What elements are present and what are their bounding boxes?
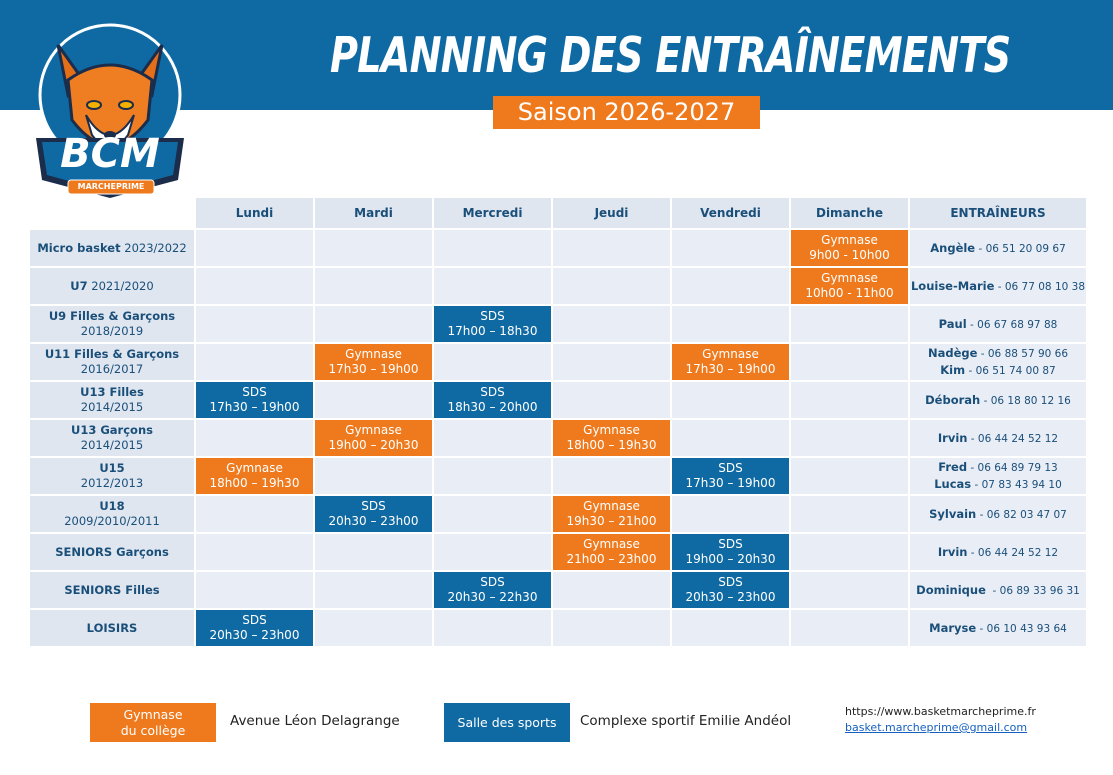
coach-line xyxy=(910,620,1086,637)
category-cell xyxy=(30,458,194,494)
legend-sds-swatch: Salle des sports xyxy=(444,703,570,742)
day-cell xyxy=(434,572,551,608)
coach-name: Lucas xyxy=(934,477,972,491)
day-cell xyxy=(434,496,551,532)
coach-phone: - 06 89 33 96 31 xyxy=(985,584,1080,597)
coach-line xyxy=(910,582,1086,599)
day-cell xyxy=(672,458,789,494)
day-cell xyxy=(553,306,670,342)
day-cell xyxy=(315,268,432,304)
category-years: 2016/2017 xyxy=(80,362,144,376)
table-row xyxy=(30,572,1086,608)
category-name: U18 xyxy=(99,499,125,513)
table-row xyxy=(30,344,1086,380)
coach-name: Irvin xyxy=(937,430,968,445)
day-cell xyxy=(315,496,432,532)
page-title: PLANNING DES ENTRAÎNEMENTS xyxy=(330,27,1011,84)
category-name: U7 xyxy=(70,278,88,293)
day-cell xyxy=(196,610,313,646)
day-cell xyxy=(434,268,551,304)
day-cell xyxy=(196,268,313,304)
coach-cell xyxy=(910,230,1086,266)
coach-phone: - 07 83 43 94 10 xyxy=(971,479,1062,491)
day-cell xyxy=(434,458,551,494)
day-cell xyxy=(672,534,789,570)
coach-phone: - 06 10 43 93 64 xyxy=(976,622,1067,635)
day-cell xyxy=(553,268,670,304)
category-cell xyxy=(30,344,194,380)
coach-line xyxy=(910,476,1086,493)
category-name: U13 Filles xyxy=(80,385,144,399)
coach-name: Kim xyxy=(940,363,966,377)
category-years: 2014/2015 xyxy=(80,438,144,452)
day-cell xyxy=(196,458,313,494)
day-cell xyxy=(315,534,432,570)
day-cell xyxy=(672,382,789,418)
corner-cell xyxy=(30,198,194,228)
coach-line xyxy=(910,316,1086,333)
slot-place: SDS xyxy=(480,385,505,399)
day-cell xyxy=(315,306,432,342)
training-slot xyxy=(196,458,313,494)
coach-phone: - 06 44 24 52 12 xyxy=(967,432,1059,445)
coach-name: Louise-Marie xyxy=(910,278,995,293)
day-cell xyxy=(672,230,789,266)
category-years: 2012/2013 xyxy=(80,476,144,490)
slot-time: 20h30 – 23h00 xyxy=(209,628,300,642)
category-cell xyxy=(30,268,194,304)
slot-time: 19h30 – 21h00 xyxy=(566,514,657,528)
legend-gymnase-label-2: du collège xyxy=(120,722,186,738)
coach-name: Dominique xyxy=(916,582,986,597)
slot-place: Gymnase xyxy=(583,499,640,513)
day-cell xyxy=(196,496,313,532)
coach-line xyxy=(910,278,1086,295)
logo-subtext: MARCHEPRIME xyxy=(77,182,145,191)
legend-sds-address: Complexe sportif Emilie Andéol xyxy=(580,713,792,729)
training-slot xyxy=(791,268,908,304)
coach-name: Fred xyxy=(938,460,968,474)
category-name: SENIORS Filles xyxy=(64,582,160,597)
coach-phone: - 06 67 68 97 88 xyxy=(966,318,1058,331)
coach-line xyxy=(910,240,1086,257)
day-header: Jeudi xyxy=(553,198,670,228)
coach-cell xyxy=(910,534,1086,570)
coach-phone: - 06 18 80 12 16 xyxy=(980,394,1071,407)
day-header: Vendredi xyxy=(672,198,789,228)
coach-phone: - 06 64 89 79 13 xyxy=(967,462,1058,474)
day-cell xyxy=(434,344,551,380)
day-header: Mardi xyxy=(315,198,432,228)
slot-time: 17h30 – 19h00 xyxy=(685,476,776,490)
day-cell xyxy=(434,420,551,456)
coach-line xyxy=(910,544,1086,561)
day-cell xyxy=(196,306,313,342)
category-years: 2009/2010/2011 xyxy=(64,514,160,528)
day-cell xyxy=(434,610,551,646)
category-cell xyxy=(30,230,194,266)
day-cell xyxy=(434,534,551,570)
day-cell xyxy=(791,230,908,266)
training-slot xyxy=(672,534,789,570)
table-row xyxy=(30,496,1086,532)
day-cell xyxy=(553,572,670,608)
category-name: SENIORS Garçons xyxy=(55,544,169,559)
day-cell xyxy=(791,306,908,342)
coach-name: Déborah xyxy=(925,392,981,407)
slot-place: SDS xyxy=(480,575,505,589)
training-slot xyxy=(434,382,551,418)
coach-cell xyxy=(910,572,1086,608)
day-cell xyxy=(791,572,908,608)
coach-phone: - 06 51 20 09 67 xyxy=(975,242,1066,255)
coach-cell xyxy=(910,610,1086,646)
day-cell xyxy=(553,382,670,418)
coach-cell xyxy=(910,306,1086,342)
training-slot xyxy=(434,306,551,342)
category-cell xyxy=(30,496,194,532)
schedule-table xyxy=(28,196,1088,648)
training-slot xyxy=(315,344,432,380)
slot-time: 20h30 – 22h30 xyxy=(447,590,538,604)
day-header: Lundi xyxy=(196,198,313,228)
training-slot xyxy=(196,382,313,418)
day-cell xyxy=(196,382,313,418)
slot-place: Gymnase xyxy=(821,271,878,285)
slot-place: Gymnase xyxy=(702,347,759,361)
day-cell xyxy=(553,496,670,532)
category-cell xyxy=(30,382,194,418)
slot-place: SDS xyxy=(242,385,267,399)
training-slot xyxy=(196,610,313,646)
coach-phone: - 06 44 24 52 12 xyxy=(967,546,1059,559)
day-cell xyxy=(553,534,670,570)
coach-line xyxy=(910,430,1086,447)
coach-name: Nadège xyxy=(927,346,978,360)
slot-time: 18h30 – 20h00 xyxy=(447,400,538,414)
slot-place: Gymnase xyxy=(226,461,283,475)
day-cell xyxy=(672,610,789,646)
training-slot xyxy=(434,572,551,608)
day-cell xyxy=(315,610,432,646)
category-cell xyxy=(30,306,194,342)
slot-place: Gymnase xyxy=(821,233,878,247)
table-row xyxy=(30,534,1086,570)
slot-time: 18h00 – 19h30 xyxy=(209,476,300,490)
table-row xyxy=(30,230,1086,266)
website-link[interactable]: https://www.basketmarcheprime.fr xyxy=(845,705,1036,718)
day-cell xyxy=(434,306,551,342)
slot-time: 19h00 – 20h30 xyxy=(685,552,776,566)
day-cell xyxy=(672,344,789,380)
day-cell xyxy=(672,268,789,304)
coach-name: Paul xyxy=(938,316,967,331)
slot-place: SDS xyxy=(361,499,386,513)
coach-phone: - 06 77 08 10 38 xyxy=(994,280,1086,293)
category-years: 2014/2015 xyxy=(80,400,144,414)
day-cell xyxy=(315,230,432,266)
table-row xyxy=(30,268,1086,304)
day-cell xyxy=(791,420,908,456)
category-cell xyxy=(30,610,194,646)
table-header-row xyxy=(30,198,1086,228)
day-cell xyxy=(791,268,908,304)
slot-place: SDS xyxy=(718,537,743,551)
slot-place: SDS xyxy=(718,575,743,589)
coach-cell xyxy=(910,496,1086,532)
coach-cell xyxy=(910,458,1086,494)
training-slot xyxy=(672,458,789,494)
day-cell xyxy=(196,230,313,266)
day-cell xyxy=(791,458,908,494)
day-cell xyxy=(791,344,908,380)
coach-name: Sylvain xyxy=(929,506,977,521)
day-cell xyxy=(315,572,432,608)
coach-cell xyxy=(910,268,1086,304)
day-cell xyxy=(315,420,432,456)
slot-place: SDS xyxy=(242,613,267,627)
slot-time: 10h00 - 11h00 xyxy=(805,286,894,300)
coach-header: ENTRAÎNEURS xyxy=(910,198,1086,228)
day-cell xyxy=(434,382,551,418)
slot-time: 17h00 – 18h30 xyxy=(447,324,538,338)
coach-phone: - 06 88 57 90 66 xyxy=(977,348,1069,360)
logo-text: BCM xyxy=(60,131,160,177)
legend-gymnase-swatch xyxy=(90,703,216,742)
slot-place: Gymnase xyxy=(345,423,402,437)
table-row xyxy=(30,610,1086,646)
category-name: LOISIRS xyxy=(86,620,138,635)
category-years: 2021/2020 xyxy=(91,278,154,293)
training-slot xyxy=(553,496,670,532)
day-header: Mercredi xyxy=(434,198,551,228)
category-name: U13 Garçons xyxy=(71,423,153,437)
table-row xyxy=(30,382,1086,418)
coach-name: Maryse xyxy=(929,620,977,635)
training-slot xyxy=(791,230,908,266)
day-cell xyxy=(791,610,908,646)
slot-time: 17h30 – 19h00 xyxy=(685,362,776,376)
slot-place: Gymnase xyxy=(345,347,402,361)
category-name: U11 Filles & Garçons xyxy=(44,347,180,361)
day-cell xyxy=(315,458,432,494)
day-cell xyxy=(315,382,432,418)
slot-time: 9h00 - 10h00 xyxy=(809,248,890,262)
day-cell xyxy=(196,572,313,608)
coach-line xyxy=(910,459,1086,476)
day-cell xyxy=(553,458,670,494)
table-row xyxy=(30,306,1086,342)
slot-time: 17h30 – 19h00 xyxy=(328,362,419,376)
coach-line xyxy=(910,345,1086,362)
coach-cell xyxy=(910,420,1086,456)
slot-place: Gymnase xyxy=(583,537,640,551)
coach-name: Irvin xyxy=(937,544,968,559)
day-cell xyxy=(791,382,908,418)
coach-phone: - 06 82 03 47 07 xyxy=(976,508,1067,521)
day-cell xyxy=(434,230,551,266)
day-cell xyxy=(196,534,313,570)
slot-place: SDS xyxy=(480,309,505,323)
training-slot xyxy=(315,420,432,456)
coach-line xyxy=(910,506,1086,523)
day-cell xyxy=(553,610,670,646)
email-link[interactable]: basket.marcheprime@gmail.com xyxy=(845,721,1028,734)
category-years: 2018/2019 xyxy=(80,324,144,338)
coach-line xyxy=(910,392,1086,409)
day-header: Dimanche xyxy=(791,198,908,228)
legend-gymnase-address: Avenue Léon Delagrange xyxy=(230,713,400,729)
day-cell xyxy=(672,572,789,608)
category-name: Micro basket xyxy=(37,240,121,255)
day-cell xyxy=(672,306,789,342)
training-slot xyxy=(315,496,432,532)
category-name: U15 xyxy=(99,461,125,475)
day-cell xyxy=(791,496,908,532)
coach-cell xyxy=(910,344,1086,380)
coach-line xyxy=(910,362,1086,379)
season-badge: Saison 2026-2027 xyxy=(493,96,760,129)
category-cell xyxy=(30,534,194,570)
day-cell xyxy=(672,420,789,456)
day-cell xyxy=(315,344,432,380)
category-cell xyxy=(30,420,194,456)
coach-name: Angèle xyxy=(930,240,976,255)
slot-time: 17h30 – 19h00 xyxy=(209,400,300,414)
slot-place: SDS xyxy=(718,461,743,475)
slot-time: 21h00 – 23h00 xyxy=(566,552,657,566)
day-cell xyxy=(553,230,670,266)
training-slot xyxy=(553,420,670,456)
day-cell xyxy=(791,534,908,570)
slot-time: 20h30 – 23h00 xyxy=(685,590,776,604)
slot-time: 19h00 – 20h30 xyxy=(328,438,419,452)
day-cell xyxy=(196,344,313,380)
slot-place: Gymnase xyxy=(583,423,640,437)
table-row xyxy=(30,420,1086,456)
day-cell xyxy=(553,344,670,380)
training-slot xyxy=(672,344,789,380)
training-slot xyxy=(672,572,789,608)
category-cell xyxy=(30,572,194,608)
category-name: U9 Filles & Garçons xyxy=(48,309,176,323)
slot-time: 18h00 – 19h30 xyxy=(566,438,657,452)
training-slot xyxy=(553,534,670,570)
coach-cell xyxy=(910,382,1086,418)
day-cell xyxy=(196,420,313,456)
day-cell xyxy=(553,420,670,456)
slot-time: 20h30 – 23h00 xyxy=(328,514,419,528)
legend-gymnase-label-1: Gymnase xyxy=(123,706,183,722)
coach-phone: - 06 51 74 00 87 xyxy=(965,365,1056,377)
day-cell xyxy=(672,496,789,532)
category-years: 2023/2022 xyxy=(124,240,187,255)
table-row xyxy=(30,458,1086,494)
